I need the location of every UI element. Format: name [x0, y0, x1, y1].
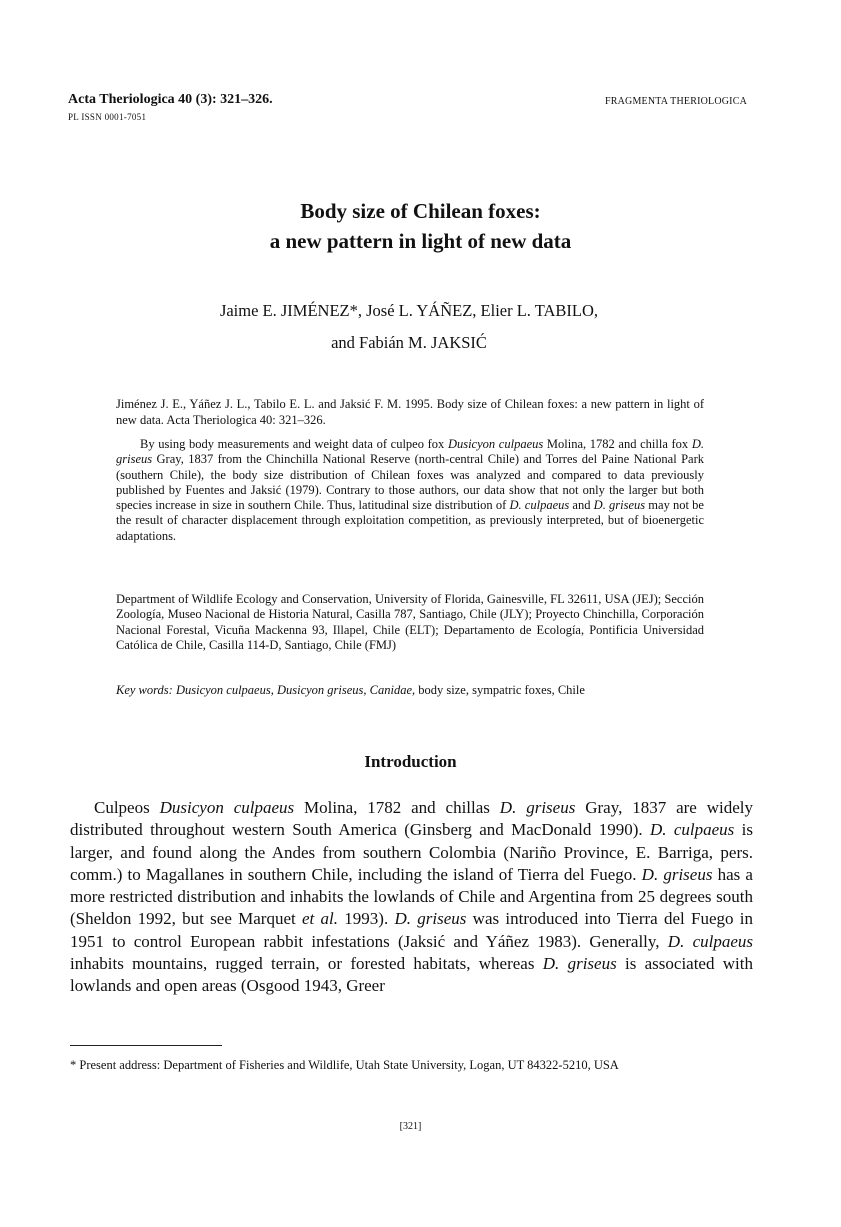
abstract-text: and: [569, 498, 594, 513]
footnote-divider: [70, 1045, 222, 1046]
title-line-2: a new pattern in light of new data: [269, 229, 572, 253]
body-text: inhabits mountains, rugged terrain, or forested habitats, whereas: [70, 954, 543, 974]
species-name: D. griseus: [499, 798, 576, 817]
title-line-1: Body size of Chilean foxes:: [300, 199, 541, 223]
keywords-label: Key words:: [116, 683, 173, 697]
article-title: [0, 196, 841, 256]
abstract-text: By using body measurements and weight data of culpeo fox: [140, 437, 448, 451]
section-heading: Introduction: [364, 752, 457, 771]
species-name: D. culpaeus: [667, 931, 753, 951]
body-text: was introduced into Tierra del Fuego in 1951 to control European rabbit infestations (Jaksić and Yáñez 1983). Generally,: [70, 909, 753, 951]
body-text: has a more restricted distribution and inhabits the lowlands of Chile and Argentina from 25 degrees south (Sheldon 1992, but see Marquet: [70, 864, 753, 929]
authors-line-2: and Fabián M. JAKSIĆ: [331, 333, 487, 352]
keywords: [116, 683, 704, 698]
journal-citation: Acta Theriologica 40 (3): 321–326.: [68, 92, 273, 107]
introduction-paragraph: [70, 797, 753, 998]
authors-line-1: Jaime E. JIMÉNEZ*, José L. YÁÑEZ, Elier L. TABILO,: [219, 301, 599, 320]
species-name: Dusicyon culpaeus: [447, 437, 544, 451]
body-text: is associated with lowlands and open areas (Osgood 1943, Greer: [70, 954, 753, 996]
issn: PL ISSN 0001-7051: [68, 112, 147, 122]
author-list: [0, 295, 818, 359]
species-name: D. griseus: [116, 437, 704, 467]
species-name: D. griseus: [641, 864, 713, 884]
abstract-text: may not be the result of character displacement through exploitation competition, as previously interpreted, but of bioenergetic adaptations.: [116, 498, 704, 543]
species-name: D. griseus: [593, 498, 646, 513]
species-name: D. griseus: [542, 954, 617, 974]
abstract-text: Gray, 1837 from the Chinchilla National Reserve (north-central Chile) and Torres del Paine National Park (southern Chile), the body size distribution of Chilean foxes was analyzed and compared to data previously published by Fuentes and Jaksić (1979). Contrary to those authors, our data show that not only the larger but both species increase in size in southern Chile. Thus, latitudinal size distribution of: [116, 452, 704, 513]
species-name: D. culpaeus: [649, 820, 735, 840]
body-text: Culpeos: [94, 798, 160, 817]
body-text: is larger, and found along the Andes from southern Colombia (Nariño Province, E. Barriga, pers. comm.) to Magallanes in southern Chile, including the island of Tierra del Fuego.: [70, 820, 753, 884]
species-name: Dusicyon culpaeus: [159, 798, 295, 817]
abstract-text: Molina, 1782 and chilla fox: [543, 437, 692, 451]
page-number: [321]: [399, 1121, 422, 1132]
keywords-rest: body size, sympatric foxes, Chile: [415, 683, 585, 697]
species-name: D. culpaeus: [509, 498, 570, 513]
body-text: Gray, 1837 are widely distributed throughout western South America (Ginsberg and MacDonald 1990).: [70, 798, 753, 840]
abstract: [116, 437, 704, 544]
species-name: D. griseus: [394, 909, 467, 929]
reference-citation: Jiménez J. E., Yáñez J. L., Tabilo E. L. and Jaksić F. M. 1995. Body size of Chilean foxes: a new pattern in light of new data. Acta Theriologica 40: 321–326.: [116, 397, 704, 427]
footnote: * Present address: Department of Fisheries and Wildlife, Utah State University, Logan, UT 84322-5210, USA: [70, 1058, 619, 1072]
section-tag: FRAGMENTA THERIOLOGICA: [604, 96, 747, 107]
affiliations: Department of Wildlife Ecology and Conservation, University of Florida, Gainesville, FL 32611, USA (JEJ); Sección Zoología, Museo Nacional de Historia Natural, Casilla 787, Santiago, Chile (JLY); Proyecto Chinchilla, Corporación Nacional Forestal, Vicuña Mackenna 93, Illapel, Chile (ELT); Departamento de Ecología, Pontificia Universidad Católica de Chile, Casilla 114-D, Santiago, Chile (FMJ): [116, 592, 704, 652]
body-text: Molina, 1782 and chillas: [294, 798, 500, 817]
body-text: 1993).: [338, 909, 395, 929]
keywords-taxa: Dusicyon culpaeus, Dusicyon griseus, Canidae,: [172, 683, 416, 697]
italic-text: et al.: [302, 909, 339, 929]
